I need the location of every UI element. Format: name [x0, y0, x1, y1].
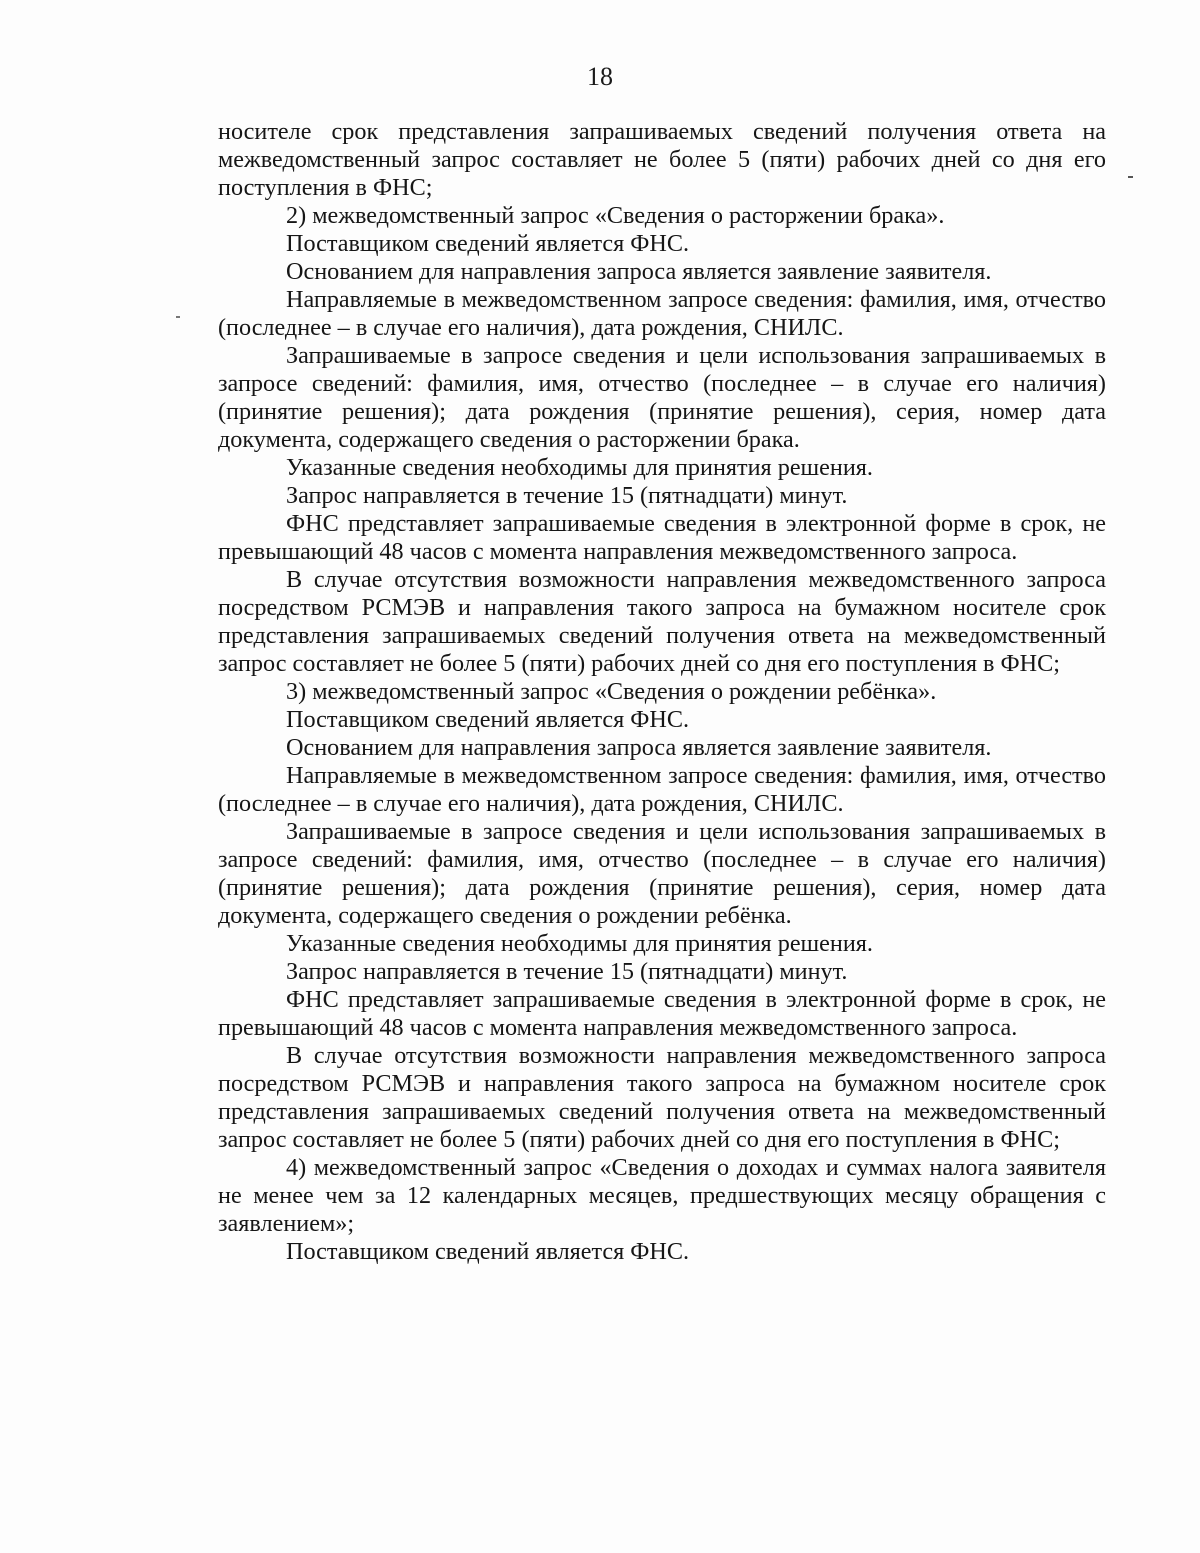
paragraph: Запрашиваемые в запросе сведения и цели использования запрашиваемых в запросе сведений: фамилия, имя, отчество (последнее – в случае его наличия) (принятие решения); дата рождения (принятие решения), серия, номер дата документа, содержащего сведения о рождении ребёнка.	[218, 818, 1106, 929]
paragraph: 4) межведомственный запрос «Сведения о доходах и суммах налога заявителя не менее чем за 12 календарных месяцев, предшествующих месяцу обращения с заявлением»;	[218, 1154, 1106, 1237]
paragraph: ФНС представляет запрашиваемые сведения в электронной форме в срок, не превышающий 48 часов с момента направления межведомственного запроса.	[218, 986, 1106, 1041]
paragraph: Направляемые в межведомственном запросе сведения: фамилия, имя, отчество (последнее – в случае его наличия), дата рождения, СНИЛС.	[218, 286, 1106, 341]
paragraph: Указанные сведения необходимы для принятия решения.	[286, 930, 873, 957]
paragraph: В случае отсутствия возможности направления межведомственного запроса посредством РСМЭВ и направления такого запроса на бумажном носителе срок представления запрашиваемых сведений получения ответа на межведомственный запрос составляет не более 5 (пяти) рабочих дней со дня его поступления в ФНС;	[218, 1042, 1106, 1153]
document-body	[218, 118, 1106, 1266]
paragraph: носителе срок представления запрашиваемых сведений получения ответа на межведомственный запрос составляет не более 5 (пяти) рабочих дней со дня его поступления в ФНС;	[218, 118, 1106, 201]
scan-artifact	[176, 316, 180, 318]
paragraph: ФНС представляет запрашиваемые сведения в электронной форме в срок, не превышающий 48 часов с момента направления межведомственного запроса.	[218, 510, 1106, 565]
paragraph: Запрашиваемые в запросе сведения и цели использования запрашиваемых в запросе сведений: фамилия, имя, отчество (последнее – в случае его наличия) (принятие решения); дата рождения (принятие решения), серия, номер дата документа, содержащего сведения о расторжении брака.	[218, 342, 1106, 453]
paragraph: В случае отсутствия возможности направления межведомственного запроса посредством РСМЭВ и направления такого запроса на бумажном носителе срок представления запрашиваемых сведений получения ответа на межведомственный запрос составляет не более 5 (пяти) рабочих дней со дня его поступления в ФНС;	[218, 566, 1106, 677]
paragraph: 2) межведомственный запрос «Сведения о расторжении брака».	[286, 202, 945, 229]
paragraph: Поставщиком сведений является ФНС.	[286, 230, 690, 257]
paragraph: Запрос направляется в течение 15 (пятнадцати) минут.	[286, 482, 848, 509]
paragraph: 3) межведомственный запрос «Сведения о рождении ребёнка».	[286, 678, 937, 705]
paragraph: Запрос направляется в течение 15 (пятнадцати) минут.	[286, 958, 848, 985]
paragraph: Направляемые в межведомственном запросе сведения: фамилия, имя, отчество (последнее – в случае его наличия), дата рождения, СНИЛС.	[218, 762, 1106, 817]
page-number: 18	[587, 62, 613, 91]
paragraph: Основанием для направления запроса является заявление заявителя.	[286, 258, 992, 285]
scan-artifact	[1128, 176, 1133, 178]
paragraph: Указанные сведения необходимы для принятия решения.	[286, 454, 873, 481]
paragraph: Основанием для направления запроса является заявление заявителя.	[286, 734, 992, 761]
paragraph: Поставщиком сведений является ФНС.	[286, 706, 690, 733]
paragraph: Поставщиком сведений является ФНС.	[286, 1238, 690, 1265]
